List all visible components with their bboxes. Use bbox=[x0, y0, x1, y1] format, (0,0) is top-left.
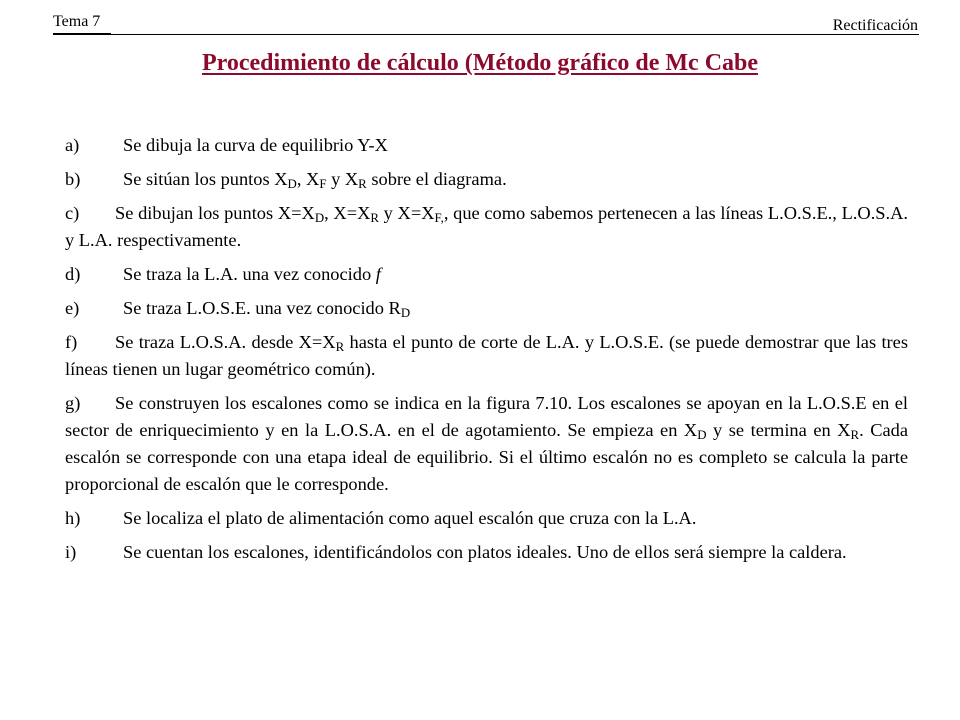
step-text: Se localiza el plato de alimentación como aquel escalón que cruza con la L.A. bbox=[123, 508, 697, 528]
page-title: Procedimiento de cálculo (Método gráfico de Mc Cabe bbox=[201, 50, 759, 76]
step-text: Se construyen los escalones como se indica en la figura 7.10. Los escalones se apoyan en la L.O.S.E en el sector de enriquecimiento y en la L.O.S.A. en el de agotamiento. Se empieza en X bbox=[65, 393, 908, 440]
step-text: Se cuentan los escalones, identificándolos con platos ideales. Uno de ellos será siempre la caldera. bbox=[123, 542, 847, 562]
step-g bbox=[65, 390, 908, 498]
step-text: Se traza L.O.S.A. desde X=X bbox=[115, 332, 336, 352]
step-label: c) bbox=[65, 203, 80, 223]
step-text: Se dibuja la curva de equilibrio Y-X bbox=[123, 135, 388, 155]
step-d bbox=[65, 261, 908, 288]
step-text: Se traza la L.A. una vez conocido bbox=[123, 264, 376, 284]
header-section: Rectificación bbox=[832, 17, 918, 34]
step-a bbox=[65, 132, 908, 159]
subscript: D bbox=[400, 306, 411, 321]
subscript: D bbox=[287, 177, 297, 192]
step-b bbox=[65, 166, 908, 193]
step-label: d) bbox=[65, 264, 81, 284]
variable-f: f bbox=[375, 264, 381, 284]
step-label: b) bbox=[65, 169, 81, 189]
step-e bbox=[65, 295, 908, 322]
step-label: i) bbox=[65, 542, 77, 562]
step-text: hasta el punto de corte de L.A. y L.O.S.E. (se puede demostrar que las tres líneas tienen un lugar geométrico común). bbox=[65, 332, 908, 379]
step-text: y X bbox=[326, 169, 359, 189]
step-label: e) bbox=[65, 298, 80, 318]
step-text: Se sitúan los puntos X bbox=[123, 169, 288, 189]
step-text: sobre el diagrama. bbox=[366, 169, 507, 189]
subscript: R bbox=[850, 428, 860, 443]
subscript: D bbox=[697, 428, 707, 443]
header-tema: Tema 7 bbox=[53, 13, 111, 34]
step-text: Se traza L.O.S.E. una vez conocido R bbox=[123, 298, 401, 318]
subscript: R bbox=[335, 340, 345, 355]
subscript: D bbox=[314, 211, 325, 226]
step-text: , que como sabemos pertenecen a las líneas L.O.S.E., L.O.S.A. y L.A. respectivamente. bbox=[65, 203, 908, 250]
step-text: y se termina en X bbox=[706, 420, 851, 440]
step-i bbox=[65, 539, 908, 566]
subscript: F, bbox=[434, 211, 444, 226]
step-label: f) bbox=[65, 332, 78, 352]
step-text: . Cada escalón se corresponde con una etapa ideal de equilibrio. Si el último escalón no es completo se calcula la parte proporcional de escalón que le corresponde. bbox=[65, 420, 909, 494]
step-label: g) bbox=[65, 393, 81, 413]
step-text: y X=X bbox=[378, 203, 435, 223]
step-label: a) bbox=[65, 135, 80, 155]
step-text: , X=X bbox=[324, 203, 371, 223]
step-c bbox=[65, 200, 908, 254]
step-h bbox=[65, 505, 908, 532]
step-f bbox=[65, 329, 908, 383]
subscript: R bbox=[370, 211, 379, 226]
subscript: R bbox=[358, 177, 367, 192]
step-text: Se dibujan los puntos X=X bbox=[115, 203, 315, 223]
steps-list bbox=[65, 132, 908, 573]
subscript: F bbox=[319, 177, 327, 192]
header-rule bbox=[53, 34, 919, 35]
step-label: h) bbox=[65, 508, 81, 528]
step-text: , X bbox=[296, 169, 320, 189]
